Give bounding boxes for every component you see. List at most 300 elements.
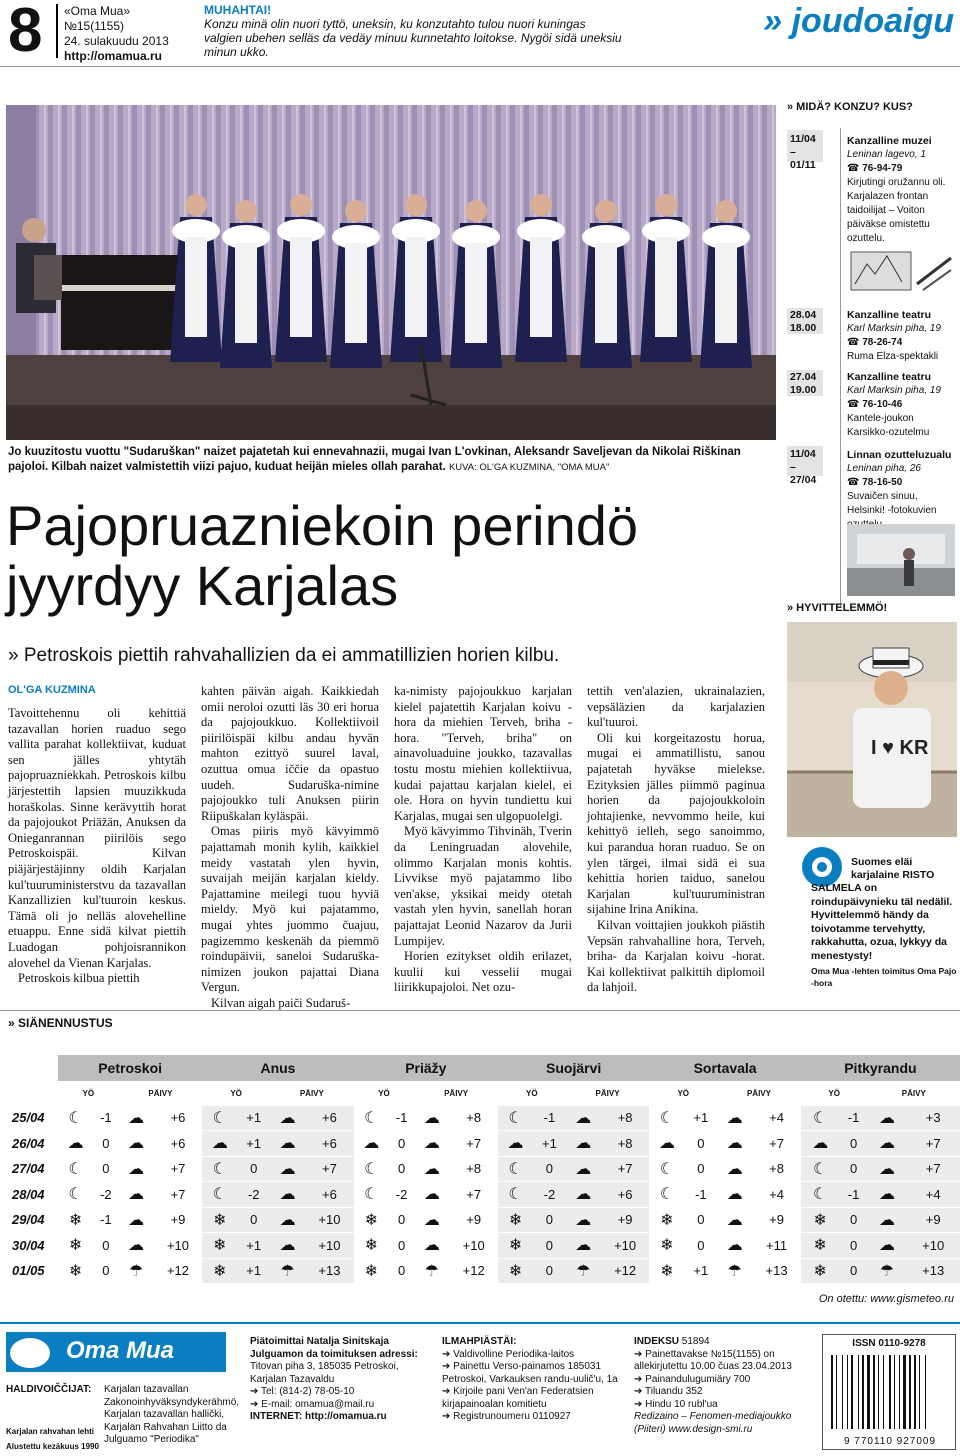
- event-item: [847, 448, 957, 532]
- weather-temp: 0: [533, 1207, 566, 1233]
- weather-icon: ❄: [354, 1207, 389, 1233]
- headline-line-1: Pajopruazniekoin perindö: [6, 494, 638, 557]
- weather-day-label: PÄIVY: [119, 1081, 203, 1105]
- weather-icon: ❄: [649, 1207, 684, 1233]
- weather-temp: +10: [449, 1233, 498, 1259]
- headline-line-2: jyyrdyy Karjalas: [6, 554, 399, 617]
- weather-icon: ☾: [58, 1182, 93, 1208]
- header-line: [0, 66, 960, 67]
- weather-temp: +10: [154, 1233, 203, 1259]
- weather-icon: ☾: [649, 1182, 684, 1208]
- weather-date: 30/04: [8, 1233, 58, 1259]
- weather-temp: +1: [685, 1105, 718, 1131]
- weather-temp: +6: [305, 1182, 354, 1208]
- weather-temp: 0: [840, 1156, 868, 1182]
- weather-icon: ☁: [414, 1156, 449, 1182]
- weather-city: Sortavala: [649, 1055, 800, 1081]
- headline: [6, 496, 776, 616]
- weather-city: Anus: [202, 1055, 353, 1081]
- publication-issue: №15(1155): [64, 19, 125, 33]
- weather-temp: +7: [752, 1131, 801, 1157]
- weather-icon: ❄: [498, 1207, 533, 1233]
- arrow-icon: ➔: [442, 1361, 454, 1372]
- publication-date: 24. sulakuudu 2013: [64, 34, 169, 48]
- arrow-icon: ➔: [634, 1348, 646, 1360]
- weather-icon: ☾: [498, 1182, 533, 1208]
- weather-temp: 0: [840, 1207, 868, 1233]
- caption-text: Jo kuuzitostu vuottu "Sudaruškan" naizet pajatetah kui ennevahnazii, mugai Ivan L'ovkinan, Aleksandr Saveljevan da Nikolai Riškinan pajoloi. Kilbah naizet valmistettih viizi pajuo, kuduat heijän mieles ollah parahat.: [8, 446, 741, 473]
- article-paragraph: Petroskois kilbua piettih: [18, 971, 140, 986]
- arrow-icon: ➔: [634, 1398, 646, 1410]
- joke-title: MUHAHTAI!: [204, 3, 272, 17]
- weather-temp: 0: [389, 1207, 414, 1233]
- weather-temp: +7: [449, 1182, 498, 1208]
- weather-icon: ☁: [868, 1131, 907, 1157]
- article-paragraph: Myö kävyimmo Tihvinäh, Tverin da Leningruadan alovehile, olimmo Karjalan monis kohtis. Livvikse myö pajatammo libo ven'akse, yksikai meidy otetah vastah ylen hyvin, sanellah horan pajattajat Leonid Nazarov da Jurii Lumpijev.: [394, 824, 572, 948]
- weather-temp: -1: [389, 1105, 414, 1131]
- weather-date: 25/04: [8, 1105, 58, 1131]
- weather-icon: ☾: [202, 1156, 237, 1182]
- weather-temp: -2: [533, 1182, 566, 1208]
- editor: Piätoimittai Natalja Sinitskaja: [250, 1336, 389, 1347]
- print-item: ➔ Painettavakse №15(1155) on allekirjutettu 10.00 čuas 23.04.2013: [634, 1348, 792, 1372]
- article-paragraph: Kilvan aigah paiči Sudaruš-: [211, 995, 351, 1010]
- event-venue: Kanzalline teatru: [847, 371, 932, 383]
- publication-url[interactable]: http://omamua.ru: [64, 49, 162, 63]
- subheadline: » Petroskois piettih rahvahallizien da ei ammatillizien horien kilbu.: [8, 645, 560, 666]
- article-paragraph: Tavoittehennu oli kehittiä tazavallan horien ruaduo sego vallita parahat kollektiivat, kuduat sen jälles yhtytäh pajopruazniekkah. Petroskois kilbu järjestettih lapsien muuzikkuda horaškolas. Sinne kerävyttih horat da pajojoukot Priäžän, Anuksen da Onieganrannan piirilöis sego Petroskoispäi. Kilvan piäjärjestäjinny oldih Karjalan kul'tuuruministerstvu da tazavallan Kanzallizien kul'tuuroin keskus. Tämä oli jo nelläs alovehelline etuappu. Enne sidä kilvat piettih Luadogan pohjoisrannikon alovehel da Vienan Karjalas.: [8, 706, 186, 970]
- weather-city: Petroskoi: [58, 1055, 202, 1081]
- weather-icon: ☁: [566, 1233, 601, 1259]
- event-date: 28.04 18.00: [790, 309, 817, 334]
- weather-icon: ☁: [414, 1233, 449, 1259]
- weather-icon: ☂: [414, 1258, 449, 1284]
- weather-icon: ❄: [801, 1207, 840, 1233]
- weather-temp: 0: [237, 1207, 270, 1233]
- weather-temp: +4: [906, 1182, 960, 1208]
- weather-temp: +13: [305, 1258, 354, 1284]
- weather-temp: +7: [305, 1156, 354, 1182]
- weather-icon: ☁: [566, 1207, 601, 1233]
- weather-icon: ❄: [202, 1258, 237, 1284]
- event-description: Suvaičen sinuu, Helsinki! -fotokuvien: [847, 491, 937, 516]
- congrats-from: Oma Mua -lehten toimitus Oma Pajo -hora: [811, 966, 957, 988]
- weather-icon: ☁: [566, 1156, 601, 1182]
- weather-temp: +1: [237, 1105, 270, 1131]
- helsinki-photo: [847, 524, 955, 596]
- weather-temp: +13: [752, 1258, 801, 1284]
- weather-icon: ☁: [119, 1182, 154, 1208]
- weather-temp: +1: [533, 1131, 566, 1157]
- arrow-icon: ➔: [250, 1386, 261, 1397]
- weather-icon: ☾: [354, 1182, 389, 1208]
- weather-temp: -2: [237, 1182, 270, 1208]
- weather-temp: +8: [449, 1105, 498, 1131]
- weather-date: 27/04: [8, 1156, 58, 1182]
- weather-temp: +1: [237, 1233, 270, 1259]
- weather-row: [8, 1233, 960, 1259]
- arrow-icon: ➔: [634, 1386, 645, 1397]
- article-paragraph: ka-nimisty pajojoukkuo karjalan kielel pajatettih Karjalan koivu -hora da miehien Terveh, briha -hora. "Terveh, briha" on ainavoluaduine joukko, tazavallas tostu mostu miehien kollektiivua, kudai pajattau karjalan kielel, ei ole. Hora on hyvin tundiettu kui Karjalas, mugai sen ulgopuolelgi.: [394, 684, 572, 823]
- event-date: 11/04 – 27/04: [790, 448, 817, 486]
- weather-icon: ❄: [649, 1258, 684, 1284]
- weather-temp: 0: [389, 1131, 414, 1157]
- issn: ISSN 0110-9278: [852, 1338, 926, 1349]
- weather-day-label: PÄIVY: [566, 1081, 650, 1105]
- page-number: 8: [8, 0, 43, 65]
- weather-icon: ☁: [270, 1233, 305, 1259]
- weather-icon: ☾: [498, 1105, 533, 1131]
- weather-icon: ☾: [498, 1156, 533, 1182]
- phone: ➔ Tel: (814-2) 78-05-10: [250, 1386, 355, 1397]
- event-date-box: [787, 130, 823, 171]
- event-venue: Linnan ozutteluzualu: [847, 449, 952, 461]
- weather-temp: +12: [449, 1258, 498, 1284]
- weather-night-label: YÖ: [801, 1081, 868, 1105]
- weather-city: Pitkyrandu: [801, 1055, 960, 1081]
- weather-icon: ☁: [868, 1233, 907, 1259]
- weather-row: [8, 1207, 960, 1233]
- weather-icon: ☁: [414, 1207, 449, 1233]
- photo-credit: KUVA: OL'GA KUZMINA, "OMA MUA": [448, 462, 610, 473]
- weather-temp: 0: [93, 1156, 118, 1182]
- weather-icon: ☁: [717, 1105, 752, 1131]
- weather-icon: ☁: [119, 1156, 154, 1182]
- weather-temp: 0: [533, 1258, 566, 1284]
- weather-temp: +6: [601, 1182, 650, 1208]
- weather-temp: +7: [906, 1156, 960, 1182]
- weather-date: 01/05: [8, 1258, 58, 1284]
- weather-temp: +1: [237, 1258, 270, 1284]
- weather-temp: +7: [154, 1182, 203, 1208]
- weather-temp: 0: [93, 1258, 118, 1284]
- barcode-digits: 9 770110 927009: [843, 1436, 937, 1447]
- weather-icon: ❄: [801, 1258, 840, 1284]
- weather-temp: +6: [305, 1131, 354, 1157]
- weather-temp: 0: [685, 1131, 718, 1157]
- weather-temp: +1: [685, 1258, 718, 1284]
- weather-temp: +10: [906, 1233, 960, 1259]
- weather-temp: +13: [906, 1258, 960, 1284]
- weather-icon: ❄: [58, 1207, 93, 1233]
- event-address: Karl Marksin piha, 19: [847, 385, 941, 396]
- publication-info: [64, 4, 169, 64]
- article-paragraph: Omas piiris myö kävyimmö pajattamah monih kylih, kaikkiel meidy vastatah ylen hyvin, suvaijah meijän karjalan kieldy. Pajattamine meilegi tuou hyviä mieldy. Myö kui pajatammo, mugai yhtes juommo čuajuu, pagizemmo keskenäh da piemmö roindupäivii, saneloi Sudaruška-nimizen joukon pajattai Diana Vergun.: [201, 824, 379, 995]
- weather-temp: +12: [154, 1258, 203, 1284]
- sidebar-divider: [840, 128, 841, 608]
- event-address: Leninan lagevo, 1: [847, 149, 926, 160]
- weather-temp: -1: [840, 1182, 868, 1208]
- article-column-4: [587, 684, 765, 996]
- weather-temp: -2: [93, 1182, 118, 1208]
- weather-temp: +10: [305, 1233, 354, 1259]
- congrats-text: SALMELA on roindupäivynieku täl nedälil. Hyvittelemmö händy da toivotamme tervehytty, rakkahutta, ozua, lykkyy da menestysty!: [811, 882, 953, 962]
- weather-day-label: PÄIVY: [868, 1081, 960, 1105]
- weather-temp: +9: [601, 1207, 650, 1233]
- weather-icon: ☂: [717, 1258, 752, 1284]
- weather-icon: ☾: [58, 1105, 93, 1131]
- weather-source: On otettu: www.gismeteo.ru: [818, 1293, 954, 1305]
- weather-icon: ☁: [270, 1131, 305, 1157]
- choir-photo: [6, 105, 776, 440]
- print-item: ➔ Painandulugumiäry 700: [634, 1373, 751, 1385]
- weather-icon: ☂: [566, 1258, 601, 1284]
- weather-icon: ☁: [717, 1233, 752, 1259]
- weather-temp: -1: [685, 1182, 718, 1208]
- weather-icon: ☾: [649, 1156, 684, 1182]
- weather-day-label: PÄIVY: [414, 1081, 498, 1105]
- weather-icon: ☁: [868, 1207, 907, 1233]
- print-item: ➔ Hindu 10 rubl'ua: [634, 1398, 718, 1410]
- weather-temp: 0: [533, 1233, 566, 1259]
- weather-temp: +11: [752, 1233, 801, 1259]
- event-date: 27.04 19.00: [790, 371, 817, 396]
- weather-temp: +1: [237, 1131, 270, 1157]
- weather-night-label: YÖ: [354, 1081, 415, 1105]
- weather-icon: ☁: [58, 1131, 93, 1157]
- weather-temp: +9: [449, 1207, 498, 1233]
- weather-date: 26/04: [8, 1131, 58, 1157]
- weather-row: [8, 1182, 960, 1208]
- weather-icon: ☁: [868, 1105, 907, 1131]
- weather-icon: ❄: [354, 1233, 389, 1259]
- weather-temp: 0: [93, 1131, 118, 1157]
- weather-temp: +7: [449, 1131, 498, 1157]
- barcode-bars: [831, 1355, 949, 1429]
- weather-temp: +8: [601, 1105, 650, 1131]
- weather-daypart-row: [8, 1081, 960, 1105]
- weather-date: 28/04: [8, 1182, 58, 1208]
- section-title: » joudoaigu: [763, 2, 954, 40]
- event-description: Ruma Elza-spektakli: [847, 351, 939, 362]
- owner-text: Karjalan tazavallan Zakonoinhyväksyndykerähmö, Karjalan tazavallan hallički, Karjalan Rahvahan Liitto da Julguamo "Periodika": [104, 1384, 240, 1445]
- weather-icon: ❄: [498, 1233, 533, 1259]
- congrats-intro: Suomes eläi karjalaine RISTO: [851, 856, 935, 881]
- weather-icon: ☁: [119, 1233, 154, 1259]
- joke-box: [204, 3, 624, 59]
- weather-temp: 0: [533, 1156, 566, 1182]
- weather-temp: -1: [93, 1207, 118, 1233]
- weather-temp: -1: [93, 1105, 118, 1131]
- weather-heading: » SIÄNENNUSTUS: [8, 1016, 113, 1030]
- weather-temp: +10: [601, 1233, 650, 1259]
- weather-icon: ☁: [566, 1131, 601, 1157]
- weather-icon: ☁: [566, 1105, 601, 1131]
- weather-icon: ☁: [717, 1131, 752, 1157]
- weather-icon: ☾: [801, 1182, 840, 1208]
- weather-night-label: YÖ: [649, 1081, 717, 1105]
- weather-temp: 0: [389, 1233, 414, 1259]
- weather-temp: 0: [685, 1207, 718, 1233]
- event-date-box: [787, 308, 823, 334]
- tshirt-text: I ♥ KR: [871, 737, 929, 759]
- weather-temp: +6: [305, 1105, 354, 1131]
- weather-icon: ☁: [717, 1182, 752, 1208]
- event-phone: ☎ 76-10-46: [847, 398, 957, 412]
- weather-temp: +8: [601, 1131, 650, 1157]
- printer-label: ILMAHPIÄSTÄI:: [442, 1336, 517, 1347]
- weather-icon: ☁: [801, 1131, 840, 1157]
- weather-icon: ☁: [868, 1182, 907, 1208]
- weather-temp: 0: [840, 1233, 868, 1259]
- email: ➔ E-mail: omamua@mail.ru: [250, 1398, 375, 1410]
- logo-emblem-icon: [10, 1338, 50, 1368]
- weather-icon: ☁: [270, 1207, 305, 1233]
- arrow-icon: ➔: [634, 1373, 646, 1385]
- weather-temp: +6: [154, 1131, 203, 1157]
- article-paragraph: Kilvan voittajien joukkoh piästih Vepsän rahvahalline hora, Terveh, briha- da Karjalan koivu -horat. Kai kollektiivat palkittih diplomoil da lahjoil.: [587, 917, 765, 995]
- weather-icon: ☾: [801, 1156, 840, 1182]
- weather-row: [8, 1131, 960, 1157]
- article-column-2: [201, 684, 379, 1011]
- weather-icon: ☾: [202, 1182, 237, 1208]
- print-item: ➔ Tiluandu 352: [634, 1386, 703, 1397]
- printer-item: ➔ Registrunoumeru 0110927: [442, 1411, 571, 1422]
- weather-temp: +6: [154, 1105, 203, 1131]
- weather-temp: +9: [154, 1207, 203, 1233]
- weather-icon: ☁: [868, 1156, 907, 1182]
- weather-icon: ☾: [202, 1105, 237, 1131]
- weather-temp: 0: [685, 1156, 718, 1182]
- weather-icon: ❄: [58, 1258, 93, 1284]
- weather-temp: 0: [237, 1156, 270, 1182]
- weather-date: 29/04: [8, 1207, 58, 1233]
- weather-icon: ☾: [354, 1156, 389, 1182]
- weather-icon: ☁: [119, 1131, 154, 1157]
- weather-icon: ☁: [717, 1207, 752, 1233]
- publication-name: «Oma Mua»: [64, 4, 131, 18]
- weather-icon: ❄: [649, 1233, 684, 1259]
- arrow-icon: ➔: [442, 1386, 454, 1397]
- weather-temp: 0: [685, 1233, 718, 1259]
- footer-line: [0, 1322, 960, 1324]
- congrats-photo: [787, 622, 957, 837]
- article-column-1: [8, 706, 186, 987]
- weather-icon: ☾: [801, 1105, 840, 1131]
- weather-row: [8, 1105, 960, 1131]
- weather-icon: ☁: [270, 1105, 305, 1131]
- weather-icon: ❄: [498, 1258, 533, 1284]
- weather-day-label: PÄIVY: [717, 1081, 801, 1105]
- weather-table: [8, 1055, 960, 1284]
- weather-temp: +8: [752, 1156, 801, 1182]
- weather-icon: ☁: [414, 1131, 449, 1157]
- event-date: 11/04 – 01/11: [790, 133, 816, 171]
- article-paragraph: kahten päivän aigah. Kaikkiedah omii neroloi ozutti läs 30 eri horua da pajojoukkuo. Kollektiivoil piirilöispäi kilbu andau hyvän mahton ezittyö suurel laval, ozuttua omua iččie da opastuo uudeh. Sudaruška-nimine pajojoukko tuli Anuksen piirin Riipuškalan kyläspäi.: [201, 684, 379, 823]
- weather-temp: 0: [389, 1156, 414, 1182]
- weather-icon: ☁: [270, 1156, 305, 1182]
- weather-icon: ❄: [801, 1233, 840, 1259]
- weather-icon: ❄: [202, 1233, 237, 1259]
- weather-city: Priäžy: [354, 1055, 498, 1081]
- printer-item: ➔ Painettu Verso-painamos 185031 Petroskoi, Varkauksen randu-uulič'u, 1a: [442, 1361, 618, 1385]
- weather-temp: 0: [840, 1258, 868, 1284]
- events-heading: » MIDÄ? KONZU? KUS?: [787, 101, 913, 113]
- event-venue: Kanzalline muzei: [847, 135, 932, 147]
- event-item: [847, 308, 957, 364]
- weather-temp: -1: [840, 1105, 868, 1131]
- weather-icon: ☂: [270, 1258, 305, 1284]
- weather-temp: +9: [752, 1207, 801, 1233]
- weather-icon: ☁: [270, 1182, 305, 1208]
- weather-icon: ☁: [498, 1131, 533, 1157]
- weather-temp: +9: [906, 1207, 960, 1233]
- weather-temp: 0: [840, 1131, 868, 1157]
- weather-temp: 0: [389, 1258, 414, 1284]
- founded-line-2: Alustettu kezäkuus 1990: [6, 1442, 99, 1451]
- weather-city: Suojärvi: [498, 1055, 649, 1081]
- weather-temp: +10: [305, 1207, 354, 1233]
- weather-night-label: YÖ: [498, 1081, 566, 1105]
- weather-temp: -2: [389, 1182, 414, 1208]
- weather-temp: +7: [906, 1131, 960, 1157]
- weather-icon: ☂: [119, 1258, 154, 1284]
- weather-temp: +7: [154, 1156, 203, 1182]
- sketch-illustration: [847, 244, 955, 294]
- editorial-info: [250, 1336, 420, 1424]
- weather-day-label: PÄIVY: [270, 1081, 354, 1105]
- weather-icon: ☁: [414, 1105, 449, 1131]
- weather-row: [8, 1258, 960, 1284]
- event-description: Kantele-joukon Karsikko-ozutelmu: [847, 413, 930, 438]
- weather-night-label: YÖ: [202, 1081, 270, 1105]
- website[interactable]: INTERNET: http://omamua.ru: [250, 1411, 387, 1422]
- weather-temp: +8: [449, 1156, 498, 1182]
- weather-city-row: [8, 1055, 960, 1081]
- weather-icon: ☁: [414, 1182, 449, 1208]
- event-phone: ☎ 78-16-50: [847, 476, 957, 490]
- arrow-icon: ➔: [442, 1348, 454, 1360]
- weather-icon: ☁: [566, 1182, 601, 1208]
- printer-item: ➔ Valdivolline Periodika-laitos: [442, 1348, 575, 1360]
- event-address: Karl Marksin piha, 19: [847, 323, 941, 334]
- event-description: Kirjutingi oružannu oli. Karjalazen frontan taidoilijat – Voiton päiväkse omistettu ozuttelu.: [847, 177, 946, 244]
- weather-icon: ☁: [649, 1131, 684, 1157]
- congrats-heading: » HYVITTELEMMÖ!: [787, 602, 888, 614]
- header-divider: [56, 4, 58, 58]
- design-credit: Redizaino – Fenomen-mediajoukko (Piiteri) www.design-smi.ru: [634, 1411, 792, 1435]
- printer-item: ➔ Kirjoile pani Ven'an Federatsien kirjapainoalan komitietu: [442, 1386, 594, 1410]
- weather-temp: 0: [93, 1233, 118, 1259]
- weather-icon: ☾: [649, 1105, 684, 1131]
- arrow-icon: ➔: [250, 1398, 262, 1410]
- owner-label: HALDIVOIČČIJAT:: [6, 1384, 92, 1395]
- arrow-icon: ➔: [442, 1411, 454, 1422]
- address-label: Julguamon da toimituksen adressi:: [250, 1348, 418, 1360]
- founded-line-1: Karjalan rahvahan lehti: [6, 1427, 95, 1436]
- weather-icon: ☁: [354, 1131, 389, 1157]
- weather-icon: ☁: [202, 1131, 237, 1157]
- weather-icon: ☁: [119, 1207, 154, 1233]
- weather-icon: ❄: [58, 1233, 93, 1259]
- weather-icon: ☁: [119, 1105, 154, 1131]
- photo-caption: [8, 445, 768, 475]
- article-paragraph: tettih ven'alazien, ukrainalazien, vepsäläzien da karjalazien kul'tuuroi.: [587, 684, 765, 730]
- barcode: [822, 1334, 956, 1450]
- article-paragraph: Horien ezitykset oldih erilazet, kuulii kui vesselii mugai liirikkupajoloi. Net ozu-: [394, 949, 572, 995]
- event-date-box: [787, 370, 823, 396]
- index-line: INDEKSU 51894: [634, 1336, 710, 1347]
- event-address: Leninan piha, 26: [847, 463, 921, 474]
- weather-icon: ☾: [58, 1156, 93, 1182]
- weather-icon: ❄: [202, 1207, 237, 1233]
- weather-temp: -1: [533, 1105, 566, 1131]
- weather-temp: +7: [601, 1156, 650, 1182]
- weather-icon: ☂: [868, 1258, 907, 1284]
- print-details: [634, 1336, 814, 1436]
- event-venue: Kanzalline teatru: [847, 309, 932, 321]
- oma-mua-logo: Oma Mua: [6, 1332, 226, 1372]
